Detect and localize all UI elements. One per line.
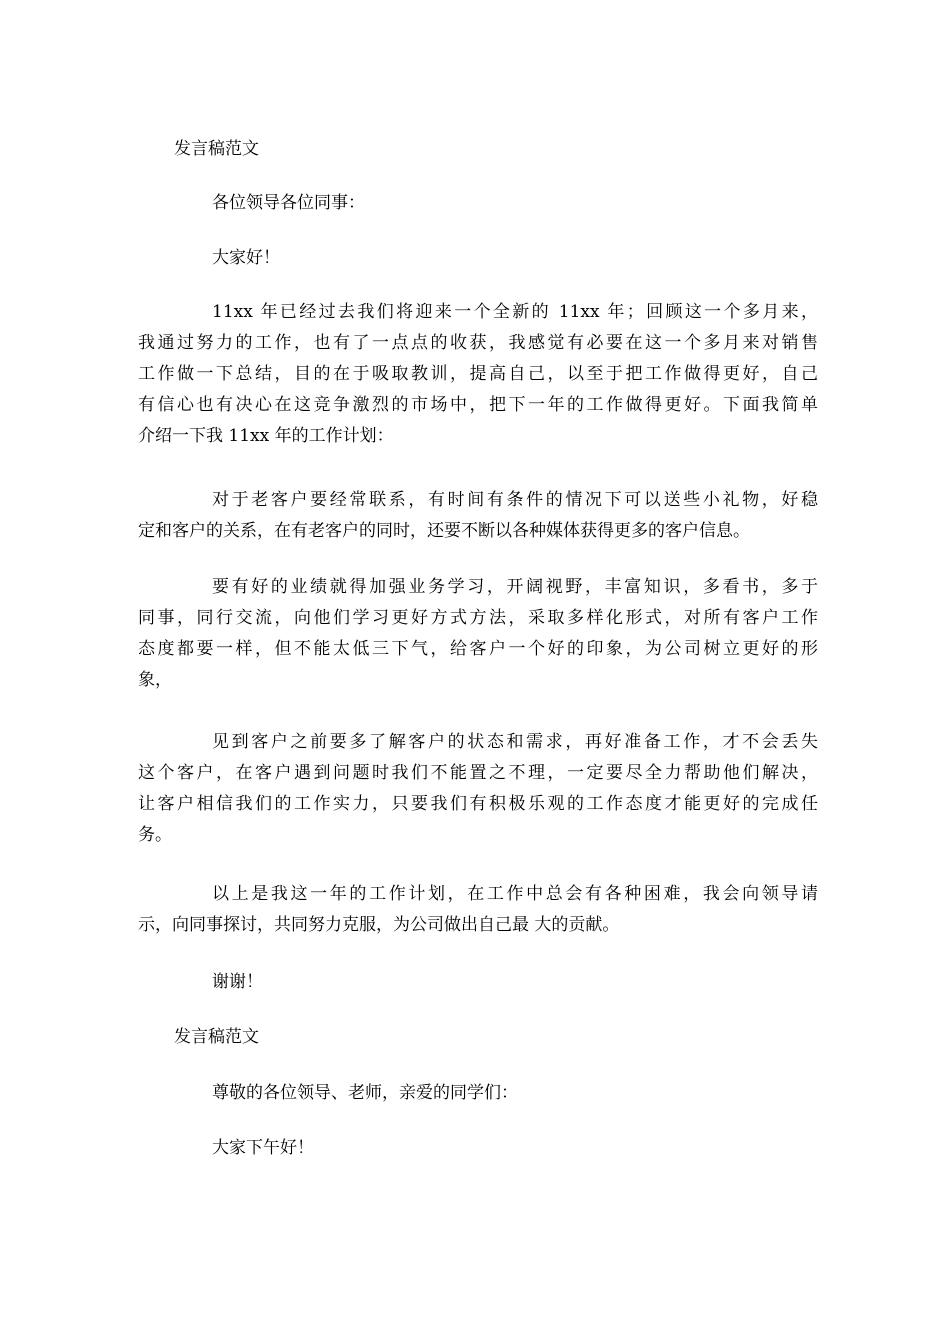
paragraph-4-line: 这个客户，在客户遇到问题时我们不能置之不理，一定要尽全力帮助他们解决， [138,763,818,783]
paragraph-1 [138,297,818,452]
paragraph-1-line: 介绍一下我 11xx 年的工作计划： [138,426,394,446]
paragraph-5-line: 以上是我这一年的工作计划，在工作中总会有各种困难，我会向领导请 [212,884,818,904]
paragraph-4-line: 让客户相信我们的工作实力，只要我们有积极乐观的工作态度才能更好的完成任 [138,794,818,814]
thanks-line: 谢谢！ [212,972,263,992]
heading-1: 发言稿范文 [174,139,259,159]
paragraph-3-line: 同事，同行交流，向他们学习更好方式方法，采取多样化形式，对所有客户工作 [138,608,818,628]
heading-2: 发言稿范文 [174,1027,259,1047]
greeting-2: 大家下午好！ [212,1138,314,1158]
paragraph-5 [138,879,818,941]
paragraph-2-line: 对于老客户要经常联系，有时间有条件的情况下可以送些小礼物，好稳 [212,490,818,510]
paragraph-4-line: 见到客户之前要多了解客户的状态和需求，再好准备工作，才不会丢失 [212,732,818,752]
salutation-2: 尊敬的各位领导、老师，亲爱的同学们： [212,1083,518,1103]
paragraph-1-line: 我通过努力的工作，也有了一点点的收获，我感觉有必要在这一个多月来对销售 [138,333,818,353]
paragraph-1-line: 有信心也有决心在这竞争激烈的市场中，把下一年的工作做得更好。下面我简单 [138,395,818,415]
paragraph-3-line: 要有好的业绩就得加强业务学习，开阔视野，丰富知识，多看书，多于 [212,577,818,597]
paragraph-1-line: 工作做一下总结，目的在于吸取教训，提高自己，以至于把工作做得更好，自己 [138,364,818,384]
paragraph-3-line: 象， [138,670,172,690]
salutation-1: 各位领导各位同事： [212,193,365,213]
paragraph-3 [138,572,818,696]
paragraph-4-line: 务。 [138,825,172,845]
paragraph-2-line: 定和客户的关系，在有老客户的同时，还要不断以各种媒体获得更多的客户信息。 [138,521,750,541]
greeting-1: 大家好！ [212,248,280,268]
paragraph-4 [138,727,818,851]
paragraph-5-line: 示，向同事探讨，共同努力克服，为公司做出自己最 大的贡献。 [138,915,620,935]
paragraph-3-line: 态度都要一样，但不能太低三下气，给客户一个好的印象，为公司树立更好的形 [138,639,818,659]
paragraph-1-line: 11xx 年已经过去我们将迎来一个全新的 11xx 年；回顾这一个多月来， [212,302,818,322]
paragraph-2 [138,485,818,547]
